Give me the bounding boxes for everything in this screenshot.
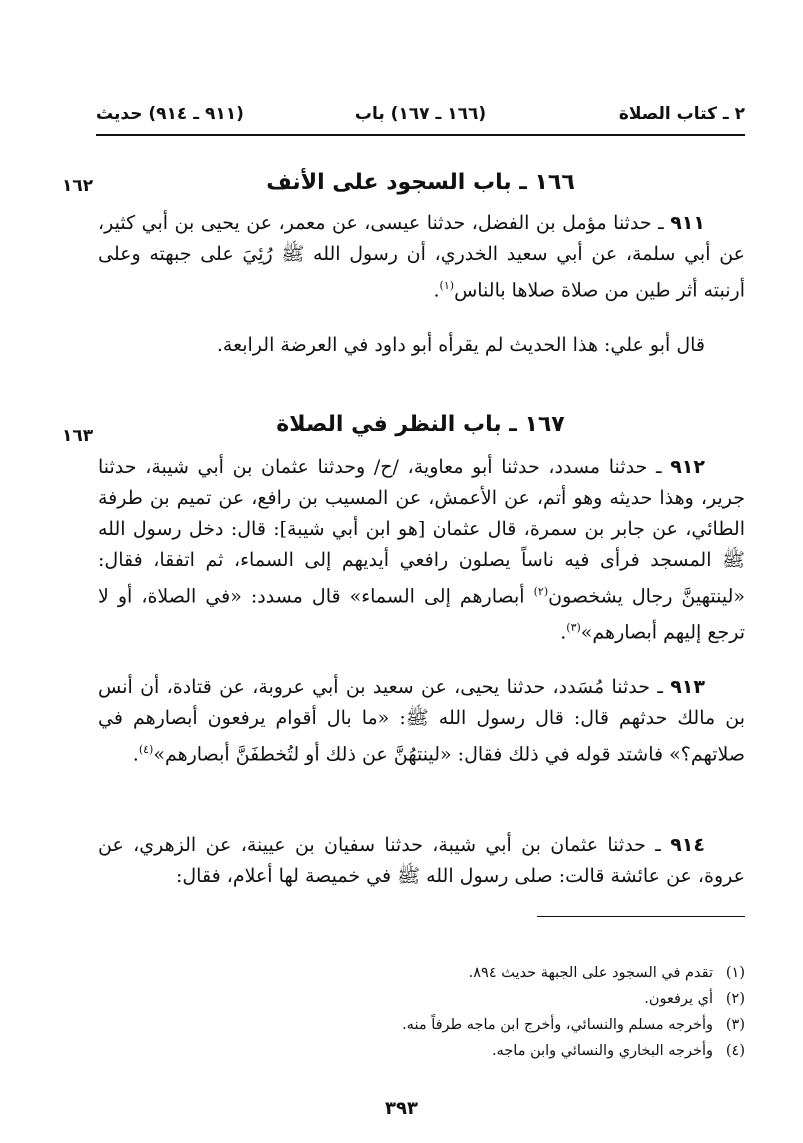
hadith-text: ـ حدثنا عثمان بن أبي شيبة، حدثنا سفيان بن عيينة، عن الزهري، عن عروة، عن عائشة قالت: صلى رسول الله ﷺ في خميصة لها أعلام، فقال:	[98, 834, 745, 887]
hadith-number: ٩١٤	[670, 834, 705, 856]
note-text: قال أبو علي: هذا الحديث لم يقرأه أبو داود في العرضة الرابعة.	[216, 334, 705, 356]
hadith-913	[98, 672, 745, 770]
margin-chapter-number: ١٦٢	[62, 176, 94, 196]
hadith-end: .	[560, 621, 567, 644]
margin-chapter-number: ١٦٣	[62, 426, 94, 446]
footnotes	[98, 960, 745, 1064]
footnote-divider	[537, 916, 745, 917]
footnote	[98, 1038, 745, 1064]
footnote-text: أي يرفعون.	[644, 991, 713, 1007]
hadith-text: أبصارهم إلى السماء» قال مسدد: «في الصلاة، أو لا ترجع إليهم أبصارهم»	[98, 585, 745, 644]
footnote	[98, 986, 745, 1012]
hadith-end: .	[132, 743, 139, 766]
footnote-text: وأخرجه البخاري والنسائي وابن ماجه.	[491, 1043, 713, 1059]
header-divider	[96, 134, 745, 136]
page-number: ٣٩٣	[385, 1098, 418, 1119]
hadith-number: ٩١٢	[670, 456, 705, 478]
hadith-number: ٩١١	[670, 212, 705, 234]
footnote-number: (٢)	[725, 991, 745, 1007]
footnote-text: وأخرجه مسلم والنسائي، وأخرج ابن ماجه طرفاً منه.	[402, 1017, 713, 1033]
footnote	[98, 960, 745, 986]
hadith-text: ـ حدثنا مسدد، حدثنا أبو معاوية، /ح/ وحدثنا عثمان بن أبي شيبة، حدثنا جرير، وهذا حديثه وهو أتم، عن الأعمش، عن المسيب بن رافع، عن تميم بن طرفة الطائي، عن جابر بن سمرة، قال عثمان [هو ابن أبي شيبة]: قال: دخل رسول الله ﷺ المسجد فرأى فيه ناساً يصلون رافعي أيديهم إلى السماء، ثم اتفقا، فقال: «لينتهينَّ رجال يشخصون	[98, 456, 745, 608]
chapter-heading: ١٦٧ ـ باب النظر في الصلاة	[276, 412, 565, 437]
header-book-title: ٢ ـ كتاب الصلاة	[618, 104, 745, 124]
hadith-text: ـ حدثنا مؤمل بن الفضل، حدثنا عيسى، عن معمر، عن يحيى بن أبي كثير، عن أبي سلمة، عن أبي سعيد الخدري، أن رسول الله ﷺ رُئِيَ على جبهته وعلى أرنبته أثر طين من صلاة صلاها بالناس	[98, 212, 745, 302]
header-chapter-range: (١٦٦ ـ ١٦٧) باب	[354, 104, 487, 124]
footnote-ref: (٤)	[138, 743, 154, 756]
footnote-ref: (٣)	[566, 621, 581, 635]
footnote-number: (١)	[725, 965, 745, 981]
header-hadith-range: (٩١١ ـ ٩١٤) حديث	[96, 104, 244, 124]
hadith-text: ـ حدثنا مُسَدد، حدثنا يحيى، عن سعيد بن أبي عروبة، عن قتادة، أن أنس بن مالك حدثهم قال: قال رسول الله ﷺ: «ما بال أقوام يرفعون أبصارهم في صلاتهم؟» فاشتد قوله في ذلك فقال: «لينتهُنَّ عن ذلك أو لتُخطفَنَّ أبصارهم»	[98, 676, 745, 766]
footnote	[98, 1012, 745, 1038]
hadith-912	[98, 452, 745, 649]
footnote-number: (٤)	[725, 1043, 745, 1059]
hadith-number: ٩١٣	[670, 676, 705, 698]
chapter-heading: ١٦٦ ـ باب السجود على الأنف	[266, 170, 575, 195]
footnote-ref: (١)	[439, 279, 455, 292]
hadith-911	[98, 208, 745, 306]
editor-note	[98, 330, 745, 361]
footnote-number: (٣)	[725, 1017, 745, 1033]
hadith-914	[98, 830, 745, 892]
footnote-text: تقدم في السجود على الجبهة حديث ٨٩٤.	[468, 965, 713, 981]
hadith-end: .	[433, 279, 440, 302]
footnote-ref: (٢)	[533, 585, 549, 598]
running-header	[96, 96, 745, 130]
